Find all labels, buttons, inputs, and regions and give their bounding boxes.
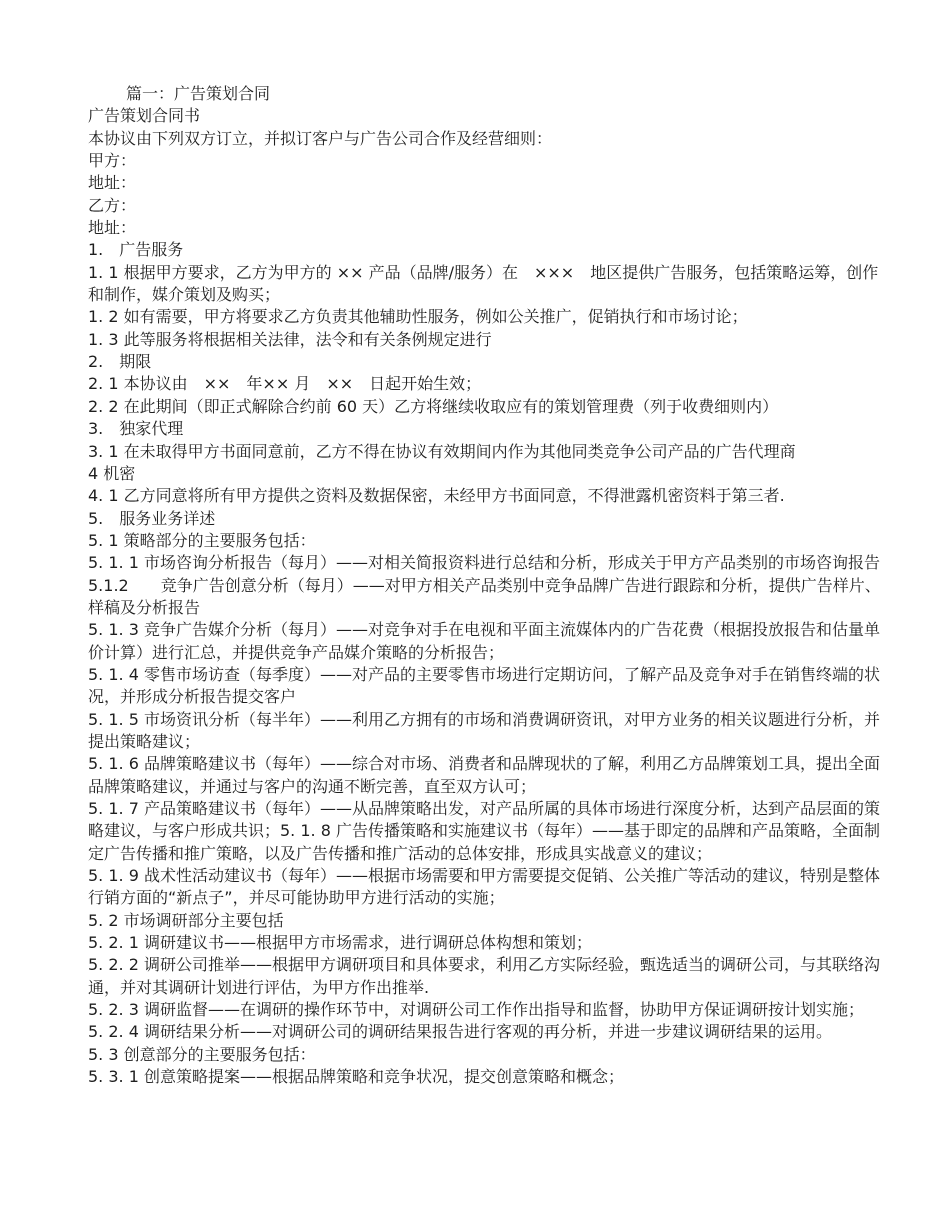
paragraph: 2. 期限 — [88, 352, 152, 372]
paragraph: 乙方： — [88, 195, 137, 215]
paragraph: 5. 1. 9 战术性活动建议书（每年）——根据市场需要和甲方需要提交促销、公关推广等活动的建议，特别是整体行销方面的“新点子”，并尽可能协助甲方进行活动的实施； — [88, 866, 880, 908]
paragraph: 2. 2 在此期间（即正式解除合约前 60 天）乙方将继续收取应有的策划管理费（列于收费细则内） — [88, 396, 779, 416]
paragraph: 5. 2. 1 调研建议书——根据甲方市场需求，进行调研总体构想和策划； — [88, 933, 592, 953]
paragraph: 5. 服务业务详述 — [88, 508, 216, 528]
paragraph: 1. 2 如有需要，甲方将要求乙方负责其他辅助性服务，例如公关推广，促销执行和市场讨论； — [88, 307, 748, 327]
paragraph: 5. 3 创意部分的主要服务包括： — [88, 1044, 316, 1064]
paragraph: 3. 1 在未取得甲方书面同意前，乙方不得在协议有效期间内作为其他同类竞争公司产品的广告代理商 — [88, 441, 796, 461]
paragraph: 2. 1 本协议由 ×× 年×× 月 ×× 日起开始生效； — [88, 374, 482, 394]
paragraph: 广告策划合同书 — [88, 106, 201, 126]
paragraph: 1. 3 此等服务将根据相关法律，法令和有关条例规定进行 — [88, 329, 492, 349]
paragraph: 4 机密 — [88, 463, 136, 483]
paragraph: 5. 3. 1 创意策略提案——根据品牌策略和竞争状况，提交创意策略和概念； — [88, 1067, 624, 1087]
paragraph: 3. 独家代理 — [88, 419, 184, 439]
paragraph: 5. 1. 4 零售市场访查（每季度）——对产品的主要零售市场进行定期访问，了解产品及竞争对手在销售终端的状况，并形成分析报告提交客户 — [88, 664, 880, 707]
document-title: 篇一：广告策划合同 — [126, 84, 271, 103]
paragraph: 5. 1 策略部分的主要服务包括： — [88, 530, 316, 550]
paragraph: 5. 2. 4 调研结果分析——对调研公司的调研结果报告进行客观的再分析，并进一步建议调研结果的运用。 — [88, 1022, 832, 1042]
paragraph: 4. 1 乙方同意将所有甲方提供之资料及数据保密，未经甲方书面同意，不得泄露机密资料于第三者. — [88, 486, 785, 506]
paragraph: 地址： — [88, 218, 137, 238]
paragraph: 5. 1. 1 市场咨询分析报告（每月）——对相关简报资料进行总结和分析，形成关于甲方产品类别的市场咨询报告 — [88, 553, 880, 573]
paragraph: 5. 1. 7 产品策略建议书（每年）——从品牌策略出发，对产品所属的具体市场进行深度分析，达到产品层面的策略建议，与客户形成共识；5. 1. 8 广告传播策略和实施建议书（每年）——基于即定的品牌和产品策略，全面制定广告传播和推广策略，以及广告传播和推广活动的总体安排，形成具实战意义的建议； — [88, 799, 880, 863]
paragraph: 5. 1. 5 市场资讯分析（每半年）——利用乙方拥有的市场和消费调研资讯，对甲方业务的相关议题进行分析，并提出策略建议； — [88, 709, 880, 751]
paragraph: 5. 1. 6 品牌策略建议书（每年）——综合对市场、消费者和品牌现状的了解，利用乙方品牌策划工具，提出全面品牌策略建议，并通过与客户的沟通不断完善，直至双方认可； — [88, 754, 880, 796]
paragraph: 本协议由下列双方订立，并拟订客户与广告公司合作及经营细则： — [88, 128, 553, 148]
paragraph: 5. 2 市场调研部分主要包括 — [88, 910, 284, 930]
paragraph: 地址： — [88, 173, 137, 193]
document-body — [88, 105, 893, 1088]
paragraph: 5. 1. 3 竞争广告媒介分析（每月）——对竞争对手在电视和平面主流媒体内的广告花费（根据投放报告和估量单价计算）进行汇总，并提供竞争产品媒介策略的分析报告； — [88, 620, 880, 662]
paragraph: 1. 1 根据甲方要求，乙方为甲方的 ×× 产品（品牌/服务）在 ××× 地区提供广告服务，包括策略运筹，创作和制作，媒介策划及购买； — [88, 262, 879, 305]
paragraph: 5. 2. 2 调研公司推举——根据甲方调研项目和具体要求，利用乙方实际经验，甄选适当的调研公司，与其联络沟通，并对其调研计划进行评估，为甲方作出推举. — [88, 955, 880, 997]
paragraph: 甲方： — [88, 151, 137, 171]
paragraph: 1. 广告服务 — [88, 240, 184, 260]
paragraph: 5.1.2 竞争广告创意分析（每月）——对甲方相关产品类别中竞争品牌广告进行跟踪和分析，提供广告样片、样稿及分析报告 — [88, 575, 881, 617]
paragraph: 5. 2. 3 调研监督——在调研的操作环节中，对调研公司工作作出指导和监督，协助甲方保证调研按计划实施； — [88, 1000, 864, 1020]
